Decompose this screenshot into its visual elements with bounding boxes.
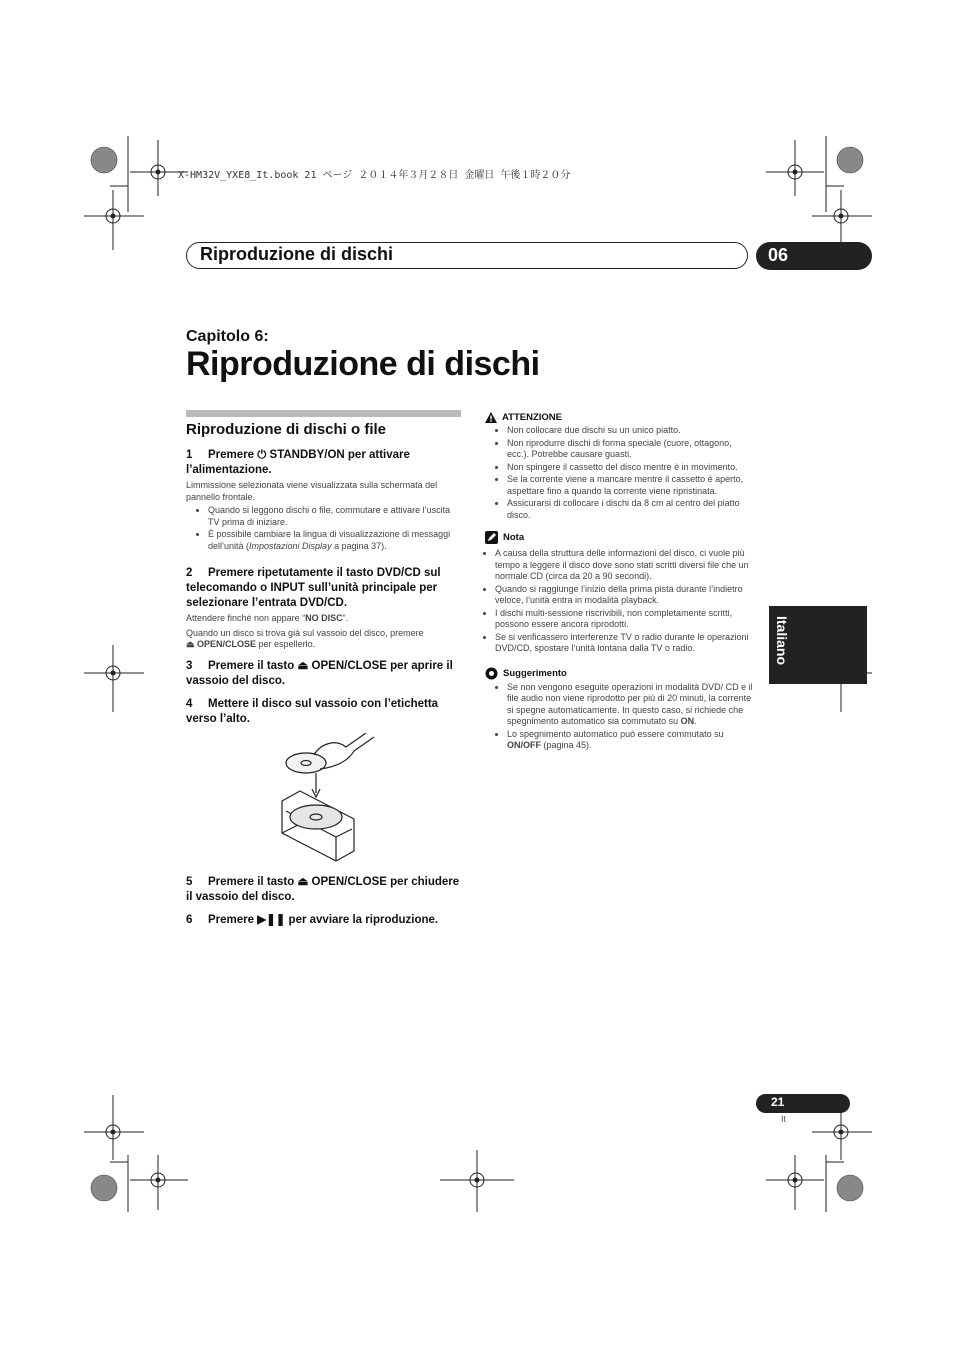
list-item: • Se si verificassero interferenze TV o radio durante le operazioni DVD/CD, spostare l’unità lontana dalla TV o radio.	[495, 632, 755, 655]
notes-column	[485, 412, 755, 753]
step-1: 1 Premere ⏻ STANDBY/ON per attivare l’alimentazione.	[186, 449, 410, 476]
suggerimento-list	[485, 682, 755, 752]
print-header: X-HM32V_YXE8_It.book 21 ページ ２０１４年３月２８日 金曜日 午後１時２０分	[178, 170, 571, 181]
eject-icon: ⏏	[297, 659, 309, 672]
disc-tray-illustration	[186, 733, 461, 863]
page-language-code: It	[781, 1114, 787, 1124]
power-icon: ⏻	[257, 449, 267, 461]
section-title: Riproduzione di dischi o file	[186, 421, 387, 438]
list-item: • Se non vengono eseguite operazioni in modalità DVD/ CD e il file audio non viene riprodotto per più di 20 minuti, la corrente si spegne automaticamente. In questo caso, si richiede che spegnimento automatico sia commutato su ON.	[507, 682, 755, 728]
step-3: 3 Premere il tasto ⏏ OPEN/CLOSE per aprire il vassoio del disco.	[186, 659, 453, 687]
tip-gear-icon	[485, 667, 498, 680]
chapter-label: Capitolo 6:	[186, 328, 269, 345]
step-2: 2 Premere ripetutamente il tasto DVD/CD sul telecomando o INPUT sull’unità principale per selezionare l’entrata DVD/CD.	[186, 567, 441, 609]
step-2-wait: Attendere finché non appare “NO DISC”.	[186, 613, 349, 623]
suggerimento-heading: Suggerimento	[485, 667, 755, 680]
play-pause-icon: ▶❚❚	[257, 913, 286, 926]
language-tab-label: Italiano	[774, 616, 790, 666]
list-item: • Assicurarsi di collocare i dischi da 8 cm al centro del piatto disco.	[507, 498, 755, 521]
chapter-title: Riproduzione di dischi	[186, 345, 540, 383]
list-item: • Non collocare due dischi su un unico piatto.	[507, 425, 755, 437]
list-item: • Lo spegnimento automatico può essere commutato su ON/OFF (pagina 45).	[507, 729, 755, 752]
list-item: • Se la corrente viene a mancare mentre il cassetto è aperto, aspettare fino a quando la corrente viene ripristinata.	[507, 474, 755, 497]
list-item: • Non spingere il cassetto del disco mentre è in movimento.	[507, 462, 755, 474]
step-5: 5 Premere il tasto ⏏ OPEN/CLOSE per chiudere il vassoio del disco.	[186, 875, 460, 903]
note-pencil-icon	[485, 531, 498, 544]
page-number-badge	[756, 1094, 850, 1113]
nota-list	[485, 548, 755, 655]
list-item: • È possibile cambiare la lingua di visualizzazione di messaggi dell’unità (Impostazioni Display a pagina 37).	[208, 529, 461, 552]
chapter-badge	[756, 242, 872, 270]
page-number: 21	[771, 1095, 785, 1109]
list-item: • A causa della struttura delle informazioni del disco, ci vuole più tempo a leggere il disco dove sono stati scritti diversi file che un normale CD (circa da 20 a 90 secondi).	[495, 548, 755, 583]
chapter-number: 06	[768, 245, 789, 265]
step-6: 6 Premere ▶❚❚ per avviare la riproduzione.	[186, 913, 439, 926]
list-item: • Quando si leggono dischi o file, commutare e attivare l’uscita TV prima di iniziare.	[208, 505, 461, 528]
instructions-column	[186, 448, 461, 928]
section-bar	[186, 410, 461, 417]
step-2-already: Quando un disco si trova già sul vassoio del disco, premere	[186, 627, 424, 638]
eject-icon: ⏏	[297, 875, 309, 888]
step-1-description: Limmissione selezionata viene visualizzata sulla schermata del pannello frontale.	[186, 480, 438, 502]
running-header-title: Riproduzione di dischi	[200, 244, 393, 264]
step-2-eject: ⏏ OPEN/CLOSE per espellerlo.	[186, 639, 316, 649]
attenzione-list	[485, 425, 755, 521]
step-1-bullets	[186, 505, 461, 552]
eject-icon: ⏏	[186, 639, 195, 649]
nota-heading: Nota	[485, 531, 755, 544]
list-item: • Quando si raggiunge l’inizio della prima pista durante l’indietro veloce, l’unità entra in modalità playback.	[495, 584, 755, 607]
list-item: • I dischi multi-sessione riscrivibili, non completamente scritti, possono essere ancora riprodotti.	[495, 608, 755, 631]
step-4: 4 Mettere il disco sul vassoio con l’etichetta verso l’alto.	[186, 697, 439, 725]
list-item: • Non riprodurre dischi di forma speciale (cuore, ottagono, ecc.). Potrebbe causare guasti.	[507, 438, 755, 461]
attenzione-heading: ATTENZIONE	[485, 412, 755, 423]
warning-icon	[485, 412, 497, 423]
language-tab	[769, 606, 867, 684]
